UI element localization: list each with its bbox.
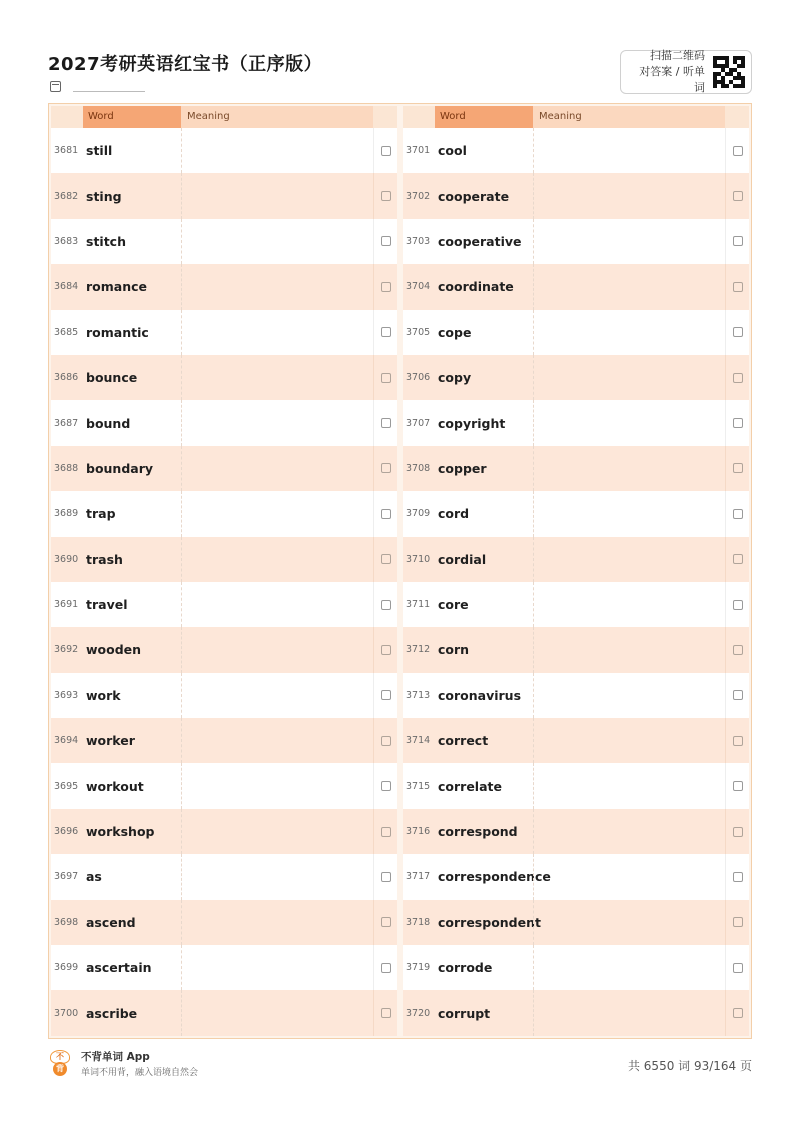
meaning-field[interactable] <box>533 310 725 355</box>
word-number: 3708 <box>406 462 431 474</box>
mastered-checkbox[interactable] <box>733 781 743 791</box>
app-logo-icon <box>50 1050 72 1078</box>
table-row <box>403 582 749 627</box>
mastered-checkbox[interactable] <box>381 645 391 655</box>
meaning-field[interactable] <box>181 718 373 763</box>
mastered-checkbox[interactable] <box>381 327 391 337</box>
word-text: correlate <box>438 778 502 794</box>
word-text: copy <box>438 370 472 386</box>
table-row <box>51 264 397 309</box>
table-row <box>51 582 397 627</box>
header-word: Word <box>83 106 181 128</box>
check-cell <box>725 219 749 264</box>
table-row <box>51 809 397 854</box>
check-cell <box>373 945 397 990</box>
table-row <box>403 173 749 218</box>
check-cell <box>373 400 397 445</box>
check-cell <box>725 582 749 627</box>
table-row <box>51 128 397 173</box>
table-row <box>51 446 397 491</box>
check-cell <box>373 990 397 1035</box>
meaning-field[interactable] <box>181 537 373 582</box>
table-row <box>403 718 749 763</box>
table-row <box>51 673 397 718</box>
word-text: cord <box>438 506 470 522</box>
word-number: 3687 <box>54 417 79 429</box>
word-text: correct <box>438 733 489 749</box>
word-number: 3692 <box>54 644 79 656</box>
table-row <box>51 854 397 899</box>
table-row <box>403 219 749 264</box>
word-text: coronavirus <box>438 687 522 703</box>
header-meaning: Meaning <box>181 106 373 128</box>
check-cell <box>725 173 749 218</box>
word-text: as <box>86 869 102 885</box>
column-header <box>51 106 397 128</box>
meaning-field[interactable] <box>181 582 373 627</box>
check-cell <box>725 718 749 763</box>
check-cell <box>373 310 397 355</box>
header-check-cell <box>725 106 749 128</box>
table-row <box>403 491 749 536</box>
mastered-checkbox[interactable] <box>381 373 391 383</box>
check-cell <box>373 173 397 218</box>
header-word: Word <box>435 106 533 128</box>
vocabulary-column-right <box>403 106 749 1036</box>
column-header <box>403 106 749 128</box>
check-cell <box>725 128 749 173</box>
logo-top-glyph: 不 <box>50 1050 70 1064</box>
check-cell <box>373 491 397 536</box>
meaning-field[interactable] <box>181 264 373 309</box>
word-text: worker <box>86 733 135 749</box>
check-cell <box>725 854 749 899</box>
meaning-field[interactable] <box>181 128 373 173</box>
word-number: 3683 <box>54 235 79 247</box>
word-number: 3704 <box>406 281 431 293</box>
word-text: ascribe <box>86 1005 138 1021</box>
mastered-checkbox[interactable] <box>733 736 743 746</box>
meaning-field[interactable] <box>533 446 725 491</box>
meaning-field[interactable] <box>181 673 373 718</box>
meaning-field[interactable] <box>181 945 373 990</box>
meaning-field[interactable] <box>533 491 725 536</box>
page-header <box>48 50 752 96</box>
word-number: 3689 <box>54 508 79 520</box>
check-cell <box>725 990 749 1035</box>
table-row <box>403 537 749 582</box>
mastered-checkbox[interactable] <box>733 554 743 564</box>
table-row <box>51 718 397 763</box>
check-cell <box>373 219 397 264</box>
mastered-checkbox[interactable] <box>733 282 743 292</box>
mastered-checkbox[interactable] <box>733 1008 743 1018</box>
header-number-cell <box>403 106 435 128</box>
meaning-field[interactable] <box>181 809 373 854</box>
meaning-field[interactable] <box>181 310 373 355</box>
meaning-field[interactable] <box>181 491 373 536</box>
logo-bottom-glyph: 背 <box>53 1062 67 1076</box>
meaning-field[interactable] <box>533 627 725 672</box>
check-cell <box>725 400 749 445</box>
date-row <box>50 80 145 92</box>
table-row <box>403 990 749 1035</box>
page-title: 2027考研英语红宝书（正序版） <box>48 54 323 75</box>
word-number: 3702 <box>406 190 431 202</box>
check-cell <box>725 673 749 718</box>
word-number: 3698 <box>54 916 79 928</box>
meaning-field[interactable] <box>533 355 725 400</box>
mastered-checkbox[interactable] <box>733 146 743 156</box>
word-number: 3707 <box>406 417 431 429</box>
check-cell <box>725 310 749 355</box>
vocabulary-column-left <box>51 106 397 1036</box>
word-number: 3718 <box>406 916 431 928</box>
mastered-checkbox[interactable] <box>733 872 743 882</box>
table-row <box>403 945 749 990</box>
word-number: 3715 <box>406 780 431 792</box>
word-number: 3720 <box>406 1007 431 1019</box>
mastered-checkbox[interactable] <box>381 282 391 292</box>
check-cell <box>373 627 397 672</box>
word-number: 3685 <box>54 326 79 338</box>
table-row <box>51 491 397 536</box>
check-cell <box>725 900 749 945</box>
page-footer <box>48 1048 752 1080</box>
word-number: 3714 <box>406 735 431 747</box>
mastered-checkbox[interactable] <box>381 690 391 700</box>
word-text: ascertain <box>86 960 152 976</box>
app-slogan: 单词不用背，融入语境自然会 <box>81 1068 199 1078</box>
check-cell <box>373 582 397 627</box>
check-cell <box>373 809 397 854</box>
date-field[interactable] <box>73 80 145 92</box>
word-text: wooden <box>86 642 142 658</box>
word-text: still <box>86 143 113 159</box>
calendar-icon <box>50 81 61 92</box>
check-cell <box>725 945 749 990</box>
mastered-checkbox[interactable] <box>381 509 391 519</box>
word-number: 3701 <box>406 145 431 157</box>
check-cell <box>725 491 749 536</box>
mastered-checkbox[interactable] <box>381 827 391 837</box>
meaning-field[interactable] <box>181 355 373 400</box>
mastered-checkbox[interactable] <box>381 600 391 610</box>
word-number: 3710 <box>406 553 431 565</box>
check-cell <box>373 900 397 945</box>
meaning-field[interactable] <box>533 854 725 899</box>
word-number: 3684 <box>54 281 79 293</box>
meaning-field[interactable] <box>533 718 725 763</box>
word-number: 3717 <box>406 871 431 883</box>
meaning-field[interactable] <box>181 900 373 945</box>
meaning-field[interactable] <box>533 173 725 218</box>
word-number: 3712 <box>406 644 431 656</box>
mastered-checkbox[interactable] <box>733 645 743 655</box>
meaning-field[interactable] <box>181 854 373 899</box>
word-number: 3696 <box>54 826 79 838</box>
mastered-checkbox[interactable] <box>733 373 743 383</box>
word-text: corn <box>438 642 470 658</box>
word-text: cooperative <box>438 233 522 249</box>
word-number: 3686 <box>54 372 79 384</box>
check-cell <box>373 854 397 899</box>
vocabulary-table <box>48 103 752 1039</box>
app-name: 不背单词 App <box>81 1051 150 1063</box>
word-text: workout <box>86 778 144 794</box>
qr-caption <box>629 48 713 96</box>
mastered-checkbox[interactable] <box>381 917 391 927</box>
mastered-checkbox[interactable] <box>733 418 743 428</box>
word-number: 3703 <box>406 235 431 247</box>
word-text: correspondent <box>438 914 541 930</box>
meaning-field[interactable] <box>181 400 373 445</box>
word-number: 3705 <box>406 326 431 338</box>
mastered-checkbox[interactable] <box>733 236 743 246</box>
meaning-field[interactable] <box>533 673 725 718</box>
word-number: 3709 <box>406 508 431 520</box>
table-row <box>51 900 397 945</box>
meaning-field[interactable] <box>533 900 725 945</box>
check-cell <box>725 537 749 582</box>
header-check-cell <box>373 106 397 128</box>
header-meaning: Meaning <box>533 106 725 128</box>
check-cell <box>373 264 397 309</box>
meaning-field[interactable] <box>533 809 725 854</box>
mastered-checkbox[interactable] <box>733 827 743 837</box>
mastered-checkbox[interactable] <box>381 146 391 156</box>
check-cell <box>373 128 397 173</box>
word-number: 3682 <box>54 190 79 202</box>
mastered-checkbox[interactable] <box>381 736 391 746</box>
word-text: romantic <box>86 324 149 340</box>
meaning-field[interactable] <box>533 582 725 627</box>
mastered-checkbox[interactable] <box>381 191 391 201</box>
word-number: 3719 <box>406 962 431 974</box>
word-text: cordial <box>438 551 487 567</box>
table-row <box>51 990 397 1035</box>
mastered-checkbox[interactable] <box>381 418 391 428</box>
word-text: boundary <box>86 460 154 476</box>
meaning-field[interactable] <box>533 763 725 808</box>
mastered-checkbox[interactable] <box>733 690 743 700</box>
word-text: correspond <box>438 824 518 840</box>
word-text: copper <box>438 460 487 476</box>
table-row <box>403 627 749 672</box>
word-number: 3694 <box>54 735 79 747</box>
qr-caption-line2: 对答案 / 听单词 <box>639 65 705 94</box>
word-number: 3716 <box>406 826 431 838</box>
word-text: workshop <box>86 824 155 840</box>
mastered-checkbox[interactable] <box>381 463 391 473</box>
word-text: work <box>86 687 121 703</box>
meaning-field[interactable] <box>533 264 725 309</box>
mastered-checkbox[interactable] <box>381 781 391 791</box>
meaning-field[interactable] <box>533 945 725 990</box>
qr-caption-line1: 扫描二维码 <box>650 49 705 62</box>
mastered-checkbox[interactable] <box>381 1008 391 1018</box>
meaning-field[interactable] <box>181 446 373 491</box>
word-text: romance <box>86 279 147 295</box>
table-row <box>403 264 749 309</box>
table-row <box>403 673 749 718</box>
meaning-field[interactable] <box>181 173 373 218</box>
meaning-field[interactable] <box>533 990 725 1035</box>
word-number: 3691 <box>54 599 79 611</box>
table-row <box>51 537 397 582</box>
mastered-checkbox[interactable] <box>733 327 743 337</box>
mastered-checkbox[interactable] <box>733 509 743 519</box>
word-text: cooperate <box>438 188 510 204</box>
table-row <box>403 809 749 854</box>
check-cell <box>373 718 397 763</box>
word-text: corrode <box>438 960 493 976</box>
mastered-checkbox[interactable] <box>733 917 743 927</box>
meaning-field[interactable] <box>181 627 373 672</box>
word-text: correspondence <box>438 869 551 885</box>
table-row <box>51 627 397 672</box>
word-text: coordinate <box>438 279 514 295</box>
word-text: corrupt <box>438 1005 491 1021</box>
table-row <box>51 945 397 990</box>
check-cell <box>373 763 397 808</box>
word-number: 3711 <box>406 599 431 611</box>
word-text: stitch <box>86 233 126 249</box>
mastered-checkbox[interactable] <box>381 236 391 246</box>
check-cell <box>725 627 749 672</box>
mastered-checkbox[interactable] <box>733 191 743 201</box>
check-cell <box>725 446 749 491</box>
word-number: 3697 <box>54 871 79 883</box>
table-row <box>403 310 749 355</box>
mastered-checkbox[interactable] <box>381 554 391 564</box>
word-number: 3688 <box>54 462 79 474</box>
check-cell <box>373 446 397 491</box>
word-text: travel <box>86 597 128 613</box>
meaning-field[interactable] <box>181 990 373 1035</box>
word-text: bounce <box>86 370 138 386</box>
qr-code-icon[interactable] <box>713 56 745 88</box>
check-cell <box>373 355 397 400</box>
word-number: 3713 <box>406 689 431 701</box>
word-text: trap <box>86 506 116 522</box>
table-row <box>403 400 749 445</box>
table-row <box>51 310 397 355</box>
meaning-field[interactable] <box>533 128 725 173</box>
meaning-field[interactable] <box>181 763 373 808</box>
qr-panel[interactable] <box>620 50 752 94</box>
check-cell <box>373 537 397 582</box>
word-number: 3690 <box>54 553 79 565</box>
meaning-field[interactable] <box>533 537 725 582</box>
word-number: 3693 <box>54 689 79 701</box>
mastered-checkbox[interactable] <box>381 963 391 973</box>
check-cell <box>725 264 749 309</box>
meaning-field[interactable] <box>181 219 373 264</box>
word-number: 3681 <box>54 145 79 157</box>
table-row <box>403 446 749 491</box>
meaning-field[interactable] <box>533 400 725 445</box>
check-cell <box>725 763 749 808</box>
table-row <box>403 128 749 173</box>
word-text: core <box>438 597 469 613</box>
mastered-checkbox[interactable] <box>381 872 391 882</box>
table-row <box>51 219 397 264</box>
word-text: bound <box>86 415 131 431</box>
mastered-checkbox[interactable] <box>733 463 743 473</box>
word-number: 3700 <box>54 1007 79 1019</box>
table-row <box>403 900 749 945</box>
word-text: copyright <box>438 415 506 431</box>
check-cell <box>725 355 749 400</box>
table-row <box>403 854 749 899</box>
page-info: 共 6550 词 93/164 页 <box>627 1059 752 1073</box>
check-cell <box>373 673 397 718</box>
word-text: trash <box>86 551 123 567</box>
mastered-checkbox[interactable] <box>733 963 743 973</box>
word-number: 3695 <box>54 780 79 792</box>
meaning-field[interactable] <box>533 219 725 264</box>
table-row <box>51 355 397 400</box>
word-text: sting <box>86 188 122 204</box>
table-row <box>403 355 749 400</box>
check-cell <box>725 809 749 854</box>
header-number-cell <box>51 106 83 128</box>
word-text: ascend <box>86 914 136 930</box>
table-row <box>51 173 397 218</box>
word-text: cool <box>438 143 467 159</box>
table-row <box>403 763 749 808</box>
word-number: 3699 <box>54 962 79 974</box>
word-text: cope <box>438 324 472 340</box>
word-number: 3706 <box>406 372 431 384</box>
table-row <box>51 400 397 445</box>
mastered-checkbox[interactable] <box>733 600 743 610</box>
table-row <box>51 763 397 808</box>
